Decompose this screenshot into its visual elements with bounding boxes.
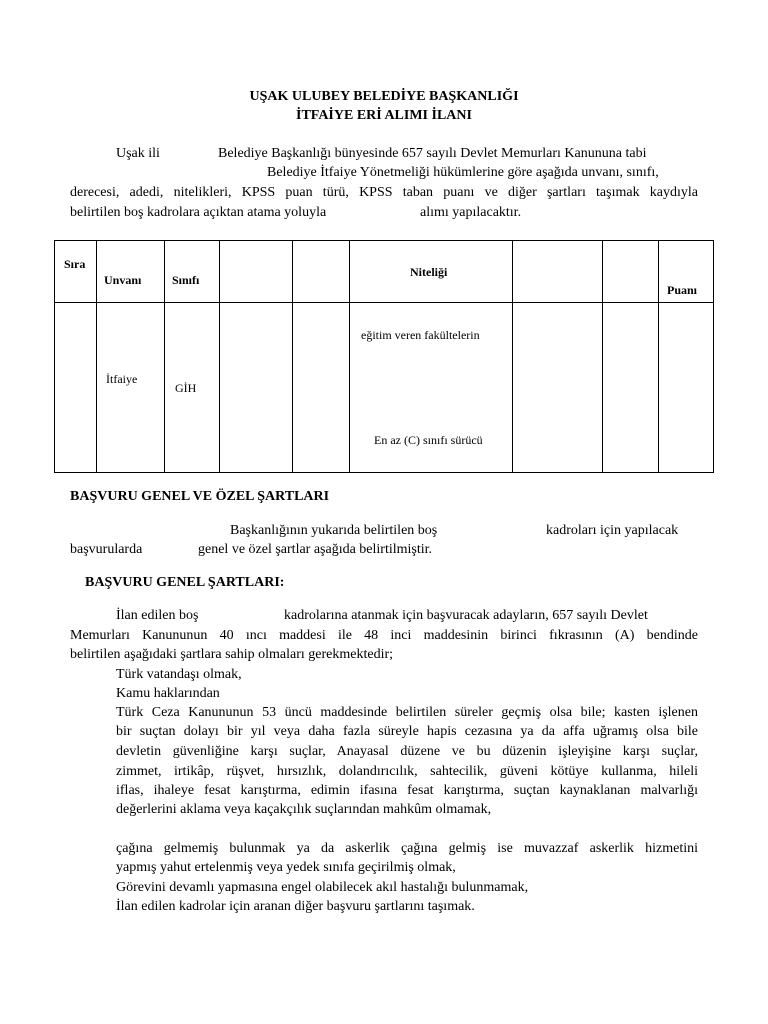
- requirement-item: yapmış yahut ertelenmiş veya yedek sınıfa geçirilmiş olmak,: [116, 860, 456, 875]
- intro-line-2: Belediye İtfaiye Yönetmeliği hükümlerine göre aşağıda unvanı, sınıfı,: [267, 165, 659, 180]
- requirement-item: bir suçtan dolayı bir yıl veya daha fazla süreyle hapis cezasına ya da affa uğramış olsa bile: [116, 724, 698, 739]
- requirement-item: devletin güvenliğine karşı suçlar, Anayasal düzene ve bu düzenin işleyişine karşı suçlar,: [116, 744, 698, 759]
- intro-line-1b: Belediye Başkanlığı bünyesinde 657 sayılı Devlet Memurları Kanununa tabi: [218, 146, 647, 161]
- table-col-divider: [512, 241, 513, 472]
- section-heading-general-special: BAŞVURU GENEL VE ÖZEL ŞARTLARI: [70, 489, 330, 504]
- intro-line-1a: Uşak ili: [116, 146, 160, 161]
- intro-line-4b: alımı yapılacaktır.: [420, 205, 522, 220]
- section2-line-3: belirtilen aşağıdaki şartlara sahip olmaları gerekmektedir;: [70, 647, 394, 662]
- requirement-item: değerlerini aklama veya kaçakçılık suçlarından mahkûm olmamak,: [116, 802, 492, 817]
- positions-table: [54, 240, 714, 473]
- requirement-item: Türk vatandaşı olmak,: [116, 667, 242, 682]
- table-col-divider: [219, 241, 220, 472]
- section1-line-1a: Başkanlığının yukarıda belirtilen boş: [230, 523, 438, 538]
- table-col-divider: [602, 241, 603, 472]
- section1-line-1b: kadroları için yapılacak: [546, 523, 679, 538]
- table-col-divider: [292, 241, 293, 472]
- header-sinifi: Sınıfı: [172, 273, 200, 287]
- table-col-divider: [658, 241, 659, 472]
- requirement-item: Türk Ceza Kanununun 53 üncü maddesinde belirtilen süreler geçmiş olsa bile; kasten işlenen: [116, 705, 698, 720]
- notice-title: UŞAK ULUBEY BELEDİYE BAŞKANLIĞI: [249, 89, 519, 104]
- table-col-divider: [349, 241, 350, 472]
- section1-line-2b: genel ve özel şartlar aşağıda belirtilmiştir.: [198, 542, 433, 557]
- section2-line-2: Memurları Kanununun 40 ıncı maddesi ile 48 inci maddesinin birinci fıkrasının (A) bendinde: [70, 628, 698, 643]
- section1-line-2a: başvurularda: [70, 542, 143, 557]
- intro-line-4a: belirtilen boş kadrolara açıktan atama yoluyla: [70, 205, 327, 220]
- header-sira: Sıra: [64, 257, 86, 271]
- section2-line-1a: İlan edilen boş: [116, 608, 199, 623]
- section-heading-general: BAŞVURU GENEL ŞARTLARI:: [85, 575, 285, 590]
- cell-nitelik-1: eğitim veren fakültelerin: [361, 328, 480, 342]
- cell-sinif: GİH: [175, 381, 197, 395]
- requirement-item: İlan edilen kadrolar için aranan diğer başvuru şartlarını taşımak.: [116, 899, 475, 914]
- header-puani: Puanı: [667, 283, 698, 297]
- cell-unvan: İtfaiye: [106, 372, 138, 386]
- requirement-item: Görevini devamlı yapmasına engel olabilecek akıl hastalığı bulunmamak,: [116, 880, 529, 895]
- section2-line-1b: kadrolarına atanmak için başvuracak adayların, 657 sayılı Devlet: [284, 608, 648, 623]
- notice-subtitle: İTFAİYE ERİ ALIMI İLANI: [296, 108, 472, 123]
- table-col-divider: [96, 241, 97, 472]
- requirement-item: iflas, ihaleye fesat karıştırma, edimin ifasına fesat karıştırma, suçtan kaynaklanan malvarlığı: [116, 783, 698, 798]
- requirement-item: zimmet, irtikâp, rüşvet, hırsızlık, dolandırıcılık, sahtecilik, güveni kötüye kullanma, hileli: [116, 764, 698, 779]
- cell-nitelik-2: En az (C) sınıfı sürücü: [374, 433, 483, 447]
- requirement-item: Kamu haklarından: [116, 686, 220, 701]
- header-niteligi: Niteliği: [410, 265, 448, 279]
- header-unvani: Unvanı: [104, 273, 142, 287]
- intro-line-3: derecesi, adedi, nitelikleri, KPSS puan türü, KPSS taban puanı ve diğer şartları taşımak kaydıyla: [70, 185, 698, 200]
- table-col-divider: [164, 241, 165, 472]
- requirement-item: çağına gelmemiş bulunmak ya da askerlik çağına gelmiş ise muvazzaf askerlik hizmetini: [116, 841, 698, 856]
- table-header-divider: [55, 302, 713, 303]
